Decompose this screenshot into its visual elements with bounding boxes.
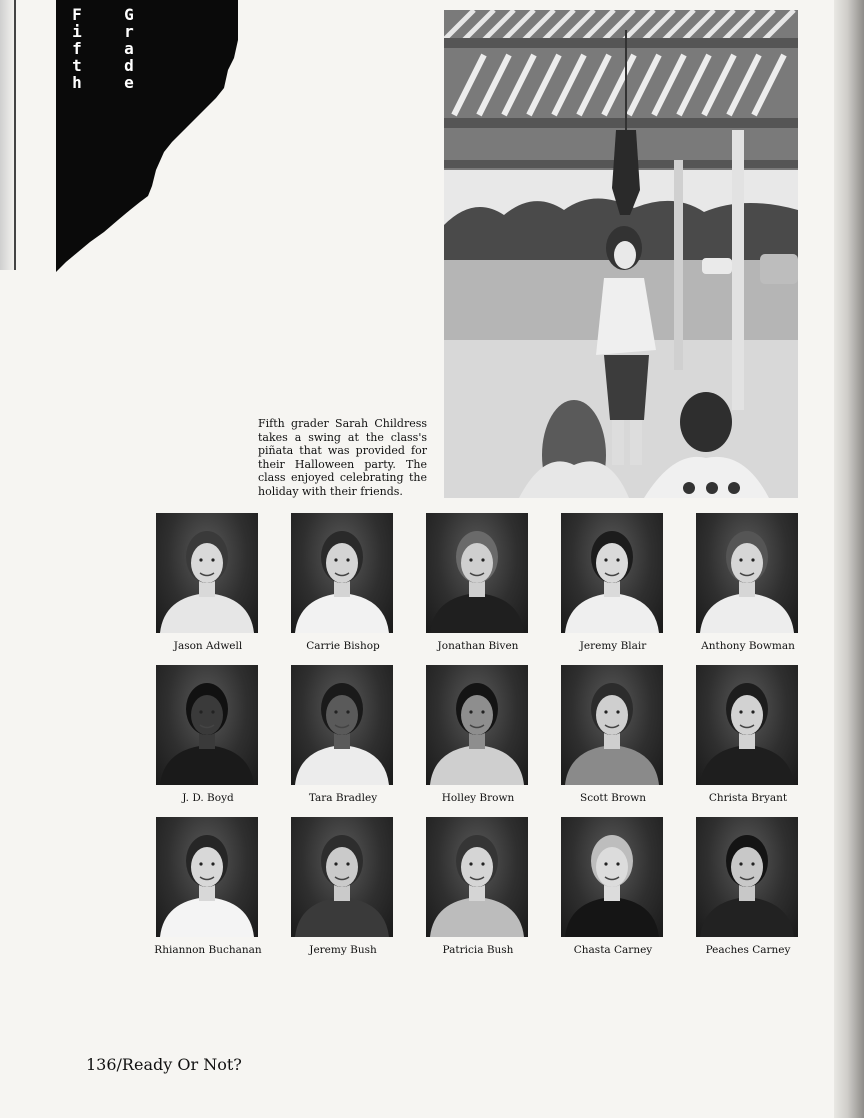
student-portrait — [156, 513, 258, 633]
section-word-fifth: Fifth — [72, 5, 82, 92]
student-name: Rhiannon Buchanan — [154, 944, 262, 956]
student-card — [283, 817, 403, 967]
student-card — [283, 513, 403, 663]
section-title-block — [56, 0, 238, 272]
binding-shadow — [0, 0, 14, 270]
student-card — [148, 817, 268, 967]
student-portrait — [696, 817, 798, 937]
student-card — [688, 817, 808, 967]
student-name: Anthony Bowman — [701, 640, 795, 652]
student-card — [418, 817, 538, 967]
student-portrait — [561, 817, 663, 937]
binding-line — [14, 0, 16, 270]
student-name: Jeremy Blair — [579, 640, 647, 652]
student-name: J. D. Boyd — [182, 792, 234, 804]
student-card — [148, 513, 268, 663]
student-card — [688, 665, 808, 815]
student-portrait — [291, 513, 393, 633]
student-card — [688, 513, 808, 663]
student-name: Christa Bryant — [708, 792, 788, 804]
student-name: Tara Bradley — [308, 792, 378, 804]
student-portrait — [561, 665, 663, 785]
hero-photo-pinata — [444, 10, 798, 498]
student-portrait — [696, 665, 798, 785]
student-card — [148, 665, 268, 815]
page-folio: 136/Ready Or Not? — [86, 1055, 242, 1074]
student-name: Jeremy Bush — [309, 944, 377, 956]
student-name: Patricia Bush — [442, 944, 514, 956]
student-card — [418, 665, 538, 815]
student-card — [283, 665, 403, 815]
student-portrait — [426, 817, 528, 937]
page-edge-shadow — [834, 0, 864, 1118]
student-portrait — [561, 513, 663, 633]
student-name: Scott Brown — [580, 792, 646, 804]
student-name: Jason Adwell — [173, 640, 243, 652]
student-portrait — [291, 665, 393, 785]
student-name: Holley Brown — [441, 792, 515, 804]
student-portrait — [426, 513, 528, 633]
student-portrait — [426, 665, 528, 785]
student-portrait — [291, 817, 393, 937]
section-word-grade: Grade — [124, 5, 134, 92]
student-name: Jonathan Biven — [437, 640, 519, 652]
photo-caption: Fifth grader Sarah Childress takes a swing at the class's piñata that was provided for their Halloween party. The class enjoyed celebrating the holiday with their friends. — [258, 417, 427, 498]
student-portrait — [696, 513, 798, 633]
student-card — [553, 513, 673, 663]
student-name: Carrie Bishop — [306, 640, 380, 652]
student-name: Chasta Carney — [573, 944, 653, 956]
student-portrait-grid — [148, 513, 808, 963]
student-name: Peaches Carney — [705, 944, 791, 956]
student-card — [553, 665, 673, 815]
student-portrait — [156, 665, 258, 785]
student-card — [418, 513, 538, 663]
student-portrait — [156, 817, 258, 937]
student-card — [553, 817, 673, 967]
